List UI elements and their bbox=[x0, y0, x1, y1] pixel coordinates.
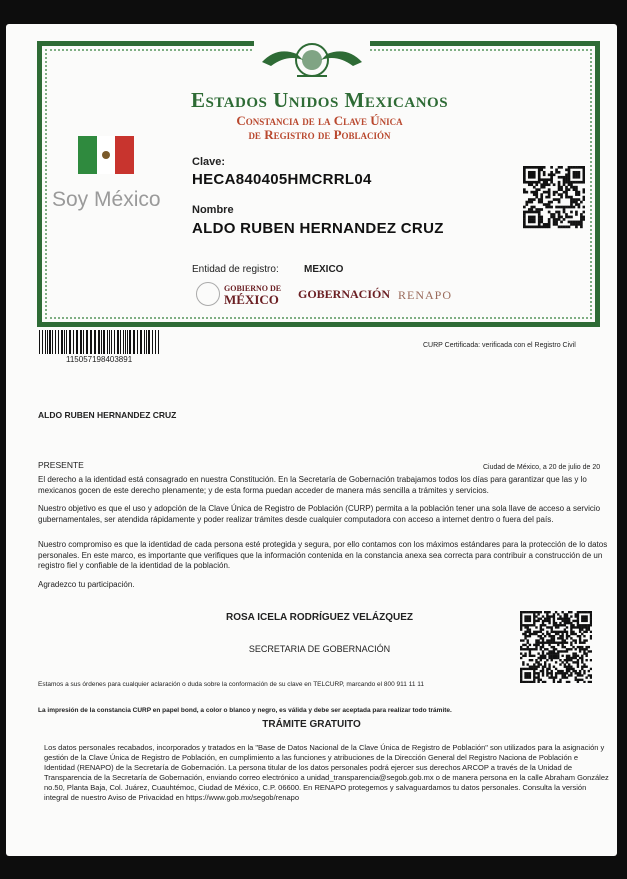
paragraph-2: Nuestro objetivo es que el uso y adopción de la Clave Única de Registro de Población (CURP) permita a la población tener una sola llave de acceso a servicio gubernamentales, ser atendida rápidamente y poder realizar trámites desde cualquier computadora con acceso a internet dentro o fuera del país. bbox=[38, 504, 601, 524]
coat-of-arms-seal bbox=[254, 38, 370, 84]
soy-mexico-label: Soy México bbox=[52, 188, 161, 211]
telcurp-note: Estamos a sus órdenes para cualquier aclaración o duda sobre la conformación de su clave en TELCURP, marcando el 800 911 11 11 bbox=[38, 681, 425, 688]
mexico-flag-icon bbox=[78, 136, 134, 174]
paragraph-1: El derecho a la identidad está consagrado en nuestra Constitución. En la Secretaría de Gobernación trabajamos todos los días para garantizar que las y lo mexicanos gocen de este derecho plenamente; y de esta forma puedan acceder de manera más sencilla a trámites y servicios. bbox=[38, 475, 587, 495]
tramite-gratuito: TRÁMITE GRATUITO bbox=[262, 719, 361, 730]
barcode-number: 115057198403891 bbox=[66, 355, 133, 364]
entidad-label: Entidad de registro: bbox=[192, 264, 279, 275]
document-title: Estados Unidos Mexicanos bbox=[190, 88, 449, 112]
presente: PRESENTE bbox=[38, 460, 84, 470]
signer-title: SECRETARIA DE GOBERNACIÓN bbox=[248, 644, 391, 654]
renapo-logo: RENAPO bbox=[398, 288, 453, 302]
gobierno-emblem-icon bbox=[196, 282, 220, 306]
gobierno-mexico-logo: GOBIERNO DE MÉXICO bbox=[224, 284, 282, 307]
letter-date: Ciudad de México, a 20 de julio de 20 bbox=[483, 464, 601, 471]
addressee: ALDO RUBEN HERNANDEZ CRUZ bbox=[38, 410, 177, 420]
privacy-notice: Los datos personales recabados, incorporados y tratados en la "Base de Datos Nacional de la Clave Única de Registro de Población" son utilizados para la asignación y gestión de la Clave Única de Registro de Población, en cumplimiento a las funciones y atribuciones de la Dirección General del Registro Naciona de Población e Identidad (RENAPO) de la Secretaría de Gobernación. La persona titular de los datos personales podrá ejercer sus derechos ARCOP a través de la Unidad de Transparencia de la Secretaría de Gobernación, enviando correo electrónico a unidad_transparencia@segob.gob.mx o de manera persona en la calle Abraham González no.50, Planta Baja, Col. Juárez, Cuauhtémoc, Ciudad de México, C.P. 06600. En RENAPO protegemos y salvaguardamos tu datos personales. Consulta la versión integral de nuestro Aviso de Privacidad en https://www.gob.mx/segob/renapo bbox=[44, 743, 609, 802]
qr-code-top bbox=[523, 166, 585, 237]
qr-code-bottom bbox=[520, 611, 592, 688]
paragraph-3: Nuestro compromiso es que la identidad de cada persona esté protegida y segura, por ello contamos con los máximos estándares para la protección de lo datos personales. En este marco, es importante que verifiques que la información contenida en la constancia anexa sea correcta para contribuir a construcción de un registro fiel y confiable de la identidad de la población. bbox=[38, 540, 608, 570]
gobernacion-logo: GOBERNACIÓN bbox=[298, 287, 391, 301]
document-subtitle-1: Constancia de la Clave Única bbox=[236, 113, 403, 128]
curp-document bbox=[6, 24, 617, 856]
curp-value: HECA840405HMCRRL04 bbox=[192, 171, 372, 188]
signer-name: ROSA ICELA RODRÍGUEZ VELÁZQUEZ bbox=[225, 612, 414, 623]
thanks: Agradezco tu participación. bbox=[38, 580, 135, 589]
nombre-value: ALDO RUBEN HERNANDEZ CRUZ bbox=[192, 220, 444, 237]
nombre-label: Nombre bbox=[192, 204, 234, 216]
clave-label: Clave: bbox=[192, 156, 226, 168]
entidad-value: MEXICO bbox=[304, 264, 344, 275]
certified-note: CURP Certificada: verificada con el Registro Civil bbox=[423, 342, 576, 349]
document-subtitle-2: de Registro de Población bbox=[248, 127, 391, 142]
print-note: La impresión de la constancia CURP en papel bond, a color o blanco y negro, es válida y debe ser aceptada para realizar todo trámite. bbox=[38, 707, 452, 714]
